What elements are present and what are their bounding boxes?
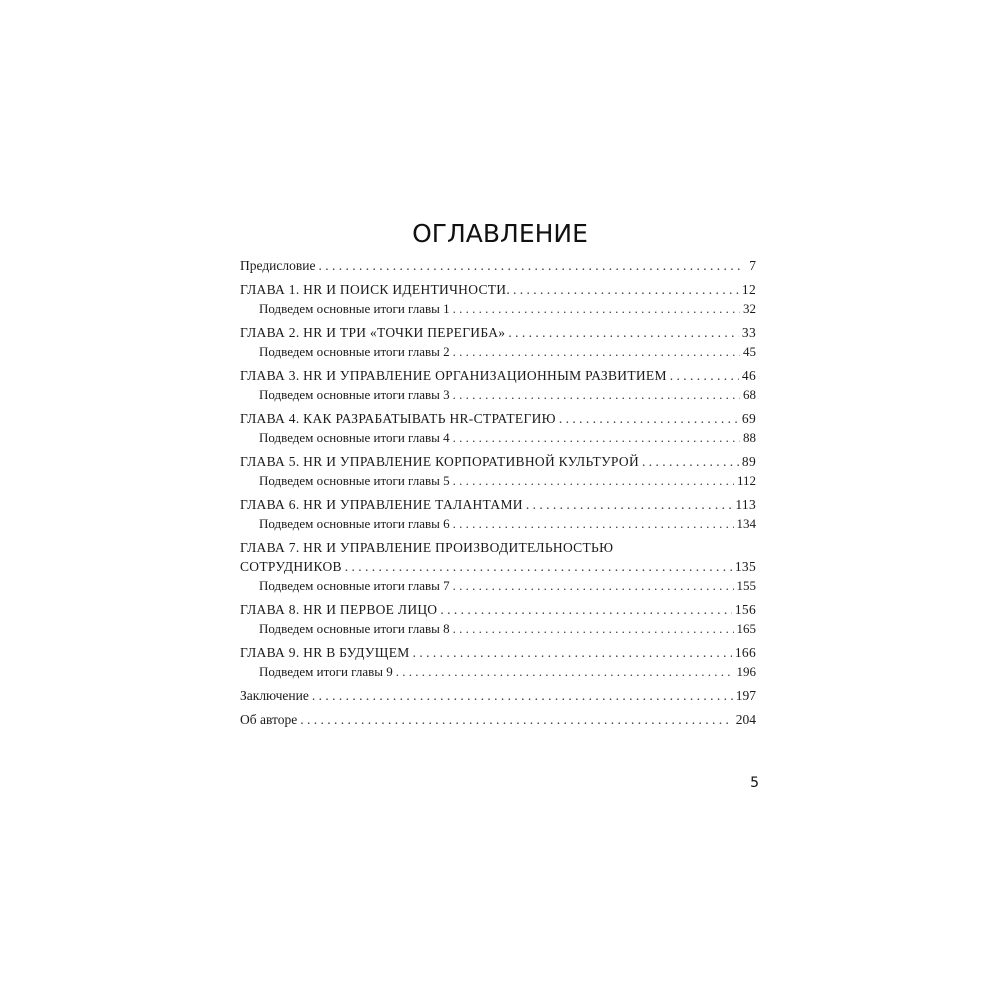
toc-label: ГЛАВА 3. HR И УПРАВЛЕНИЕ ОРГАНИЗАЦИОННЫМ РАЗВИТИЕМ	[240, 368, 667, 383]
leader-dots	[453, 385, 740, 404]
toc-page: 166	[734, 645, 756, 660]
toc-label: Подведем основные итоги главы 5	[259, 473, 450, 488]
toc-label: Подведем основные итоги главы 6	[259, 516, 450, 531]
toc-label: Подведем основные итоги главы 2	[259, 344, 450, 359]
toc-page: 197	[735, 688, 756, 703]
toc-page: 135	[734, 559, 756, 574]
toc-entry-summary-2[interactable]	[240, 342, 756, 361]
leader-dots	[318, 256, 743, 275]
page-title: ОГЛАВЛЕНИЕ	[412, 218, 588, 248]
toc-page: 156	[734, 602, 756, 617]
toc-entry-preface[interactable]	[240, 256, 756, 275]
toc-entry-chapter-9[interactable]	[240, 643, 756, 662]
toc-label: Подведем основные итоги главы 1	[259, 301, 450, 316]
toc-entry-summary-1[interactable]	[240, 299, 756, 318]
leader-dots	[526, 495, 733, 514]
leader-dots	[453, 514, 734, 533]
toc-page: 112	[736, 473, 756, 488]
toc-page: 32	[743, 301, 756, 316]
toc-page: 165	[736, 621, 756, 636]
toc-entry-summary-9[interactable]	[240, 662, 756, 681]
toc-entry-summary-3[interactable]	[240, 385, 756, 404]
toc-page: 88	[743, 430, 756, 445]
leader-dots	[396, 662, 734, 681]
toc-page: 12	[741, 282, 756, 297]
toc-label: ГЛАВА 2. HR И ТРИ «ТОЧКИ ПЕРЕГИБА»	[240, 325, 506, 340]
leader-dots	[300, 710, 733, 729]
leader-dots	[513, 280, 739, 299]
leader-dots	[453, 576, 734, 595]
toc-entry-summary-8[interactable]	[240, 619, 756, 638]
toc-label: Подведем основные итоги главы 4	[259, 430, 450, 445]
leader-dots	[440, 600, 732, 619]
toc-label: Предисловие	[240, 258, 316, 273]
toc-entry-about-author[interactable]	[240, 710, 756, 729]
toc-page: 7	[749, 258, 756, 273]
leader-dots	[453, 342, 740, 361]
leader-dots	[453, 428, 740, 447]
toc-label: Заключение	[240, 688, 309, 703]
leader-dots	[453, 619, 734, 638]
toc-page: 89	[741, 454, 756, 469]
toc-entry-summary-5[interactable]	[240, 471, 756, 490]
leader-dots	[453, 471, 734, 490]
toc-label: ГЛАВА 1. HR И ПОИСК ИДЕНТИЧНОСТИ.	[240, 282, 511, 297]
leader-dots	[453, 299, 740, 318]
toc-entry-chapter-4[interactable]	[240, 409, 756, 428]
leader-dots	[670, 366, 739, 385]
toc-label: Об авторе	[240, 712, 298, 727]
toc-label: Подведем основные итоги главы 3	[259, 387, 450, 402]
toc-entry-chapter-5[interactable]	[240, 452, 756, 471]
toc-entry-chapter-3[interactable]	[240, 366, 756, 385]
toc-page: 33	[741, 325, 756, 340]
leader-dots	[345, 557, 732, 576]
toc-page: 68	[743, 387, 756, 402]
toc-label: Подведем итоги главы 9	[259, 664, 393, 679]
toc-entry-chapter-6[interactable]	[240, 495, 756, 514]
toc-entry-chapter-2[interactable]	[240, 323, 756, 342]
toc-page: 204	[735, 712, 756, 727]
leader-dots	[413, 643, 732, 662]
toc-label: Подведем основные итоги главы 7	[259, 578, 450, 593]
toc-label: ГЛАВА 9. HR В БУДУЩЕМ	[240, 645, 410, 660]
toc-page: 155	[736, 578, 756, 593]
toc-entry-summary-6[interactable]	[240, 514, 756, 533]
toc-entry-chapter-7[interactable]	[240, 557, 756, 576]
toc-page: 134	[736, 516, 756, 531]
table-of-contents	[240, 256, 756, 729]
toc-label: СОТРУДНИКОВ	[240, 559, 342, 574]
toc-entry-summary-7[interactable]	[240, 576, 756, 595]
page-number: 5	[750, 775, 759, 791]
leader-dots	[559, 409, 739, 428]
toc-entry-chapter-1[interactable]	[240, 280, 756, 299]
toc-page: 46	[741, 368, 756, 383]
toc-entry-chapter-8[interactable]	[240, 600, 756, 619]
toc-label: ГЛАВА 4. КАК РАЗРАБАТЫВАТЬ HR-СТРАТЕГИЮ	[240, 411, 556, 426]
toc-entry-conclusion[interactable]	[240, 686, 756, 705]
toc-page: 45	[743, 344, 756, 359]
toc-page: 196	[736, 664, 756, 679]
toc-entry-summary-4[interactable]	[240, 428, 756, 447]
toc-label: Подведем основные итоги главы 8	[259, 621, 450, 636]
toc-page: 69	[741, 411, 756, 426]
toc-entry-chapter-7-line1[interactable]: ГЛАВА 7. HR И УПРАВЛЕНИЕ ПРОИЗВОДИТЕЛЬНОСТЬЮ	[240, 540, 614, 555]
leader-dots	[642, 452, 739, 471]
toc-page: 113	[735, 497, 756, 512]
leader-dots	[508, 323, 739, 342]
toc-label: ГЛАВА 6. HR И УПРАВЛЕНИЕ ТАЛАНТАМИ	[240, 497, 523, 512]
toc-label: ГЛАВА 8. HR И ПЕРВОЕ ЛИЦО	[240, 602, 438, 617]
toc-label: ГЛАВА 5. HR И УПРАВЛЕНИЕ КОРПОРАТИВНОЙ КУЛЬТУРОЙ	[240, 454, 640, 469]
leader-dots	[312, 686, 733, 705]
